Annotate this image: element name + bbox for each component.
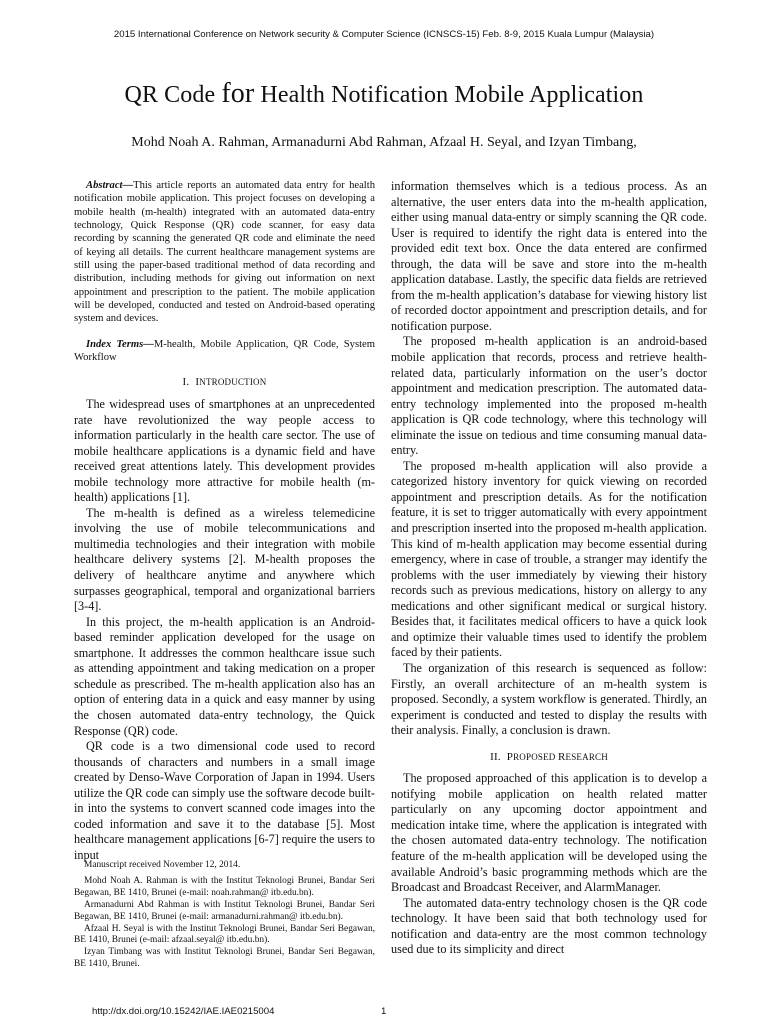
doi-link[interactable]: http://dx.doi.org/10.15242/IAE.IAE0215004 (92, 1006, 275, 1017)
title-part-3: Health Notification Mobile Application (254, 82, 644, 108)
left-column (74, 179, 375, 863)
footnote: Afzaal H. Seyal is with the Institut Teknologi Brunei, Bandar Seri Begawan, BE 1410, Brunei (e-mail: afzaal.seyal@ itb.edu.bn). (74, 923, 375, 946)
index-terms-text: M-health, Mobile Application, QR Code, System Workflow (74, 338, 375, 364)
author-list: Mohd Noah A. Rahman, Armanadurni Abd Rahman, Afzaal H. Seyal, and Izyan Timbang, (131, 135, 637, 150)
section-heading-introduction (74, 375, 375, 391)
footnotes (74, 860, 375, 971)
footnote: Armanadurni Abd Rahman is with Institut Teknologi Brunei, Bandar Seri Begawan, BE 1410, Brunei (e-mail: armanadurni.rahman@ itb.edu.bn). (74, 899, 375, 922)
paragraph: The m-health is defined as a wireless telemedicine involving the use of mobile telecommunications and multimedia technologies and their integration with mobile healthcare delivery systems [2]. M-health proposes the delivery of healthcare anytime and anywhere which surpasses geographical, temporal and organizational barriers [3-4]. (74, 505, 375, 614)
abstract-text: This article reports an automated data entry for health notification mobile application. This project focuses on developing a mobile health (m-health) integrated with an automated data-entry technology, Quick Response (QR) code scanner, for easy data recording by scanning the generated QR code and eliminate the need of keying all details. The current healthcare management systems are still using the paper-based traditional method of data recording and distribution, including methods for giving out information on next appointment and prescription to the patient. The mobile application will be developed, conducted and tested on Android-based operating system and devices. (74, 180, 375, 325)
paragraph: The organization of this research is sequenced as follow: Firstly, an overall architecture of an m-health system is proposed. Secondly, a system workflow is generated. Thirdly, an experiment is conducted and tested to display the results with their analysis. Finally, a conclusion is drawn. (391, 660, 707, 738)
index-terms (74, 338, 375, 365)
paragraph: The automated data-entry technology chosen is the QR code technology. It have been said that both technology used for notification and data-entry are the most common technology used due to its simplicity and direct (391, 895, 707, 957)
section-heading-proposed-research (391, 750, 707, 766)
paragraph: The proposed m-health application is an android-based mobile application that records, process and retrieve health-related data, particularly information on the user’s doctor appointment and medication prescription. The automated data-entry technology implemented into the proposed m-health application is QR code technology, where this technology will eliminate the issue on tedious and time consuming manual data-entry. (391, 334, 707, 458)
footnote: Manuscript received November 12, 2014. (84, 860, 241, 870)
conference-header: 2015 International Conference on Network security & Computer Science (ICNSCS-15) Feb. 8-9, 2015 Kuala Lumpur (Malaysia) (113, 29, 655, 40)
section-rest: ESEARCH (565, 751, 608, 762)
page-number: 1 (381, 1006, 387, 1017)
section-rest: NTRODUCTION (199, 377, 267, 388)
index-terms-label: Index Terms— (86, 338, 154, 350)
section-initial: R (557, 750, 566, 763)
footnote: Mohd Noah A. Rahman is with the Institut Teknologi Brunei, Bandar Seri Begawan, BE 1410, Brunei (e-mail: noah.rahman@ itb.edu.bn). (74, 875, 375, 898)
abstract-label: Abstract— (86, 180, 134, 191)
title-part-1: QR Code (124, 82, 222, 108)
paragraph: The widespread uses of smartphones at an unprecedented rate have revolutionized the way people access to information particularly in the health care sector. The use of mobile healthcare applications is a dynamic field and have received great attentions lately. This development provides mobile technology more attractive for mobile health (m-health) applications [1]. (74, 397, 375, 505)
paragraph: The proposed approached of this application is to develop a notifying mobile application on health related matter particularly on any upcoming doctor appointment and medication intake time, where the application is integrated with the chosen automated data-entry technology. The notification feature of the m-health application will be developed using the available Android’s basic programming methods which are the Broadcast and Broadcast Receiver, and AlarmManager. (391, 771, 707, 895)
paragraph: QR code is a two dimensional code used to record thousands of characters and numbers in a small image created by Denso-Wave Corporation of Japan in 1994. Users utilize the QR code can simply use the software decode built-in into the systems to convert scanned code images into the coded information and save it to the database [5]. Most healthcare management applications [6-7] require the users to input (74, 739, 375, 862)
footnote: Izyan Timbang was with Institut Teknologi Brunei, Bandar Seri Begawan, BE 1410, Brunei. (74, 947, 375, 970)
section-rest: ROPOSED (513, 751, 558, 762)
section-number: II. (490, 750, 501, 763)
paragraph: The proposed m-health application will also provide a categorized history inventory for quick viewing on recorded appointment and prescription details. As for the notification feature, it is set to trigger automatically with every appointment and prescription inserted into the proposed m-health application. This kind of m-health application may become essential during emergency, where in case of trouble, a stranger may identify the problems with the user immediately by viewing their history records such as previous medications, history on allergy to any medications and other significant medical or surgical history. Besides that, it facilitates medical officers to have a quick look and optimize their valuable times used to identify the problem faced by their patients. (391, 458, 707, 660)
section-initial: I (195, 376, 200, 389)
right-column (391, 179, 707, 958)
section-initial: P (506, 750, 514, 763)
paragraph: In this project, the m-health application is an Android-based reminder application developed for the usage on smartphone. It addresses the common healthcare issue such as attending appointment and taking medication on a proper schedule as prescribed. The m-health application also has an option of entering data in a quick and easy manner by using the chosen automated data-entry technology, the Quick Response (QR) code. (74, 614, 375, 738)
paragraph: information themselves which is a tedious process. As an alternative, the user enters data into the m-health application, either using manual data-entry or simply scanning the QR code. User is required to identify the right data is entered into the provided edit text box. Once the data entered are confirmed through, the data will be save and store into the m-health application database. Lastly, the specific data fields are retrieved from the m-health application’s database for viewing history list of recorded doctor appointment and prescription details, and for notification purpose. (391, 179, 707, 333)
section-number: I. (182, 376, 190, 389)
paper-title (0, 78, 768, 110)
abstract (74, 179, 375, 326)
title-part-2: for (221, 78, 255, 109)
